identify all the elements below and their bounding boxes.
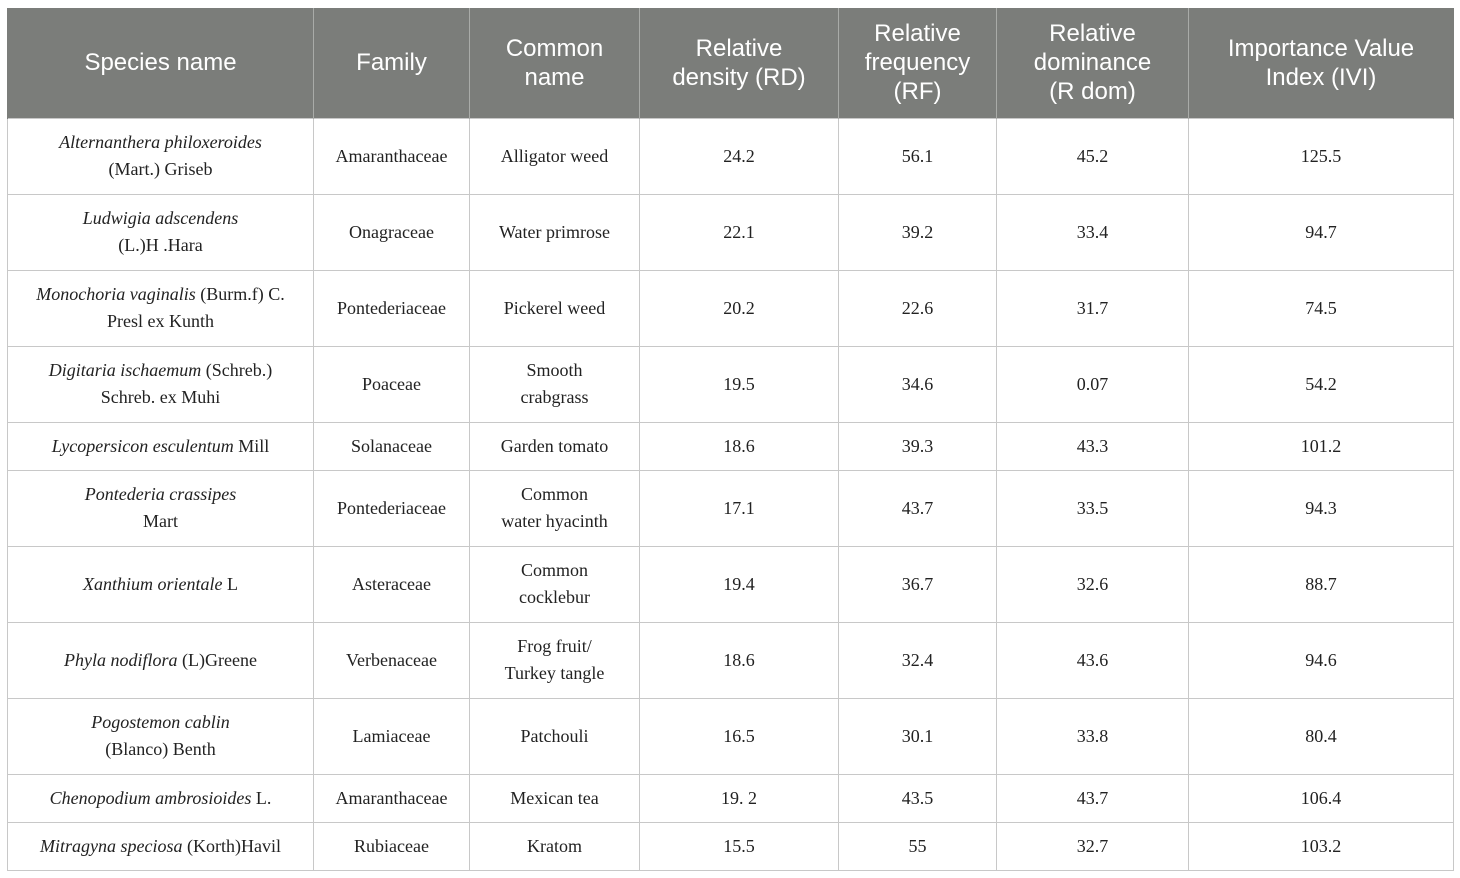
header-species-name: Species name (8, 8, 314, 118)
table-header (8, 8, 1454, 118)
cell-relative-frequency: 39.3 (839, 422, 997, 470)
cell-ivi: 101.2 (1189, 422, 1454, 470)
table-row (8, 822, 1454, 870)
cell-family: Rubiaceae (314, 822, 470, 870)
header-row (8, 8, 1454, 118)
header-importance-value-index: Importance Value Index (IVI) (1189, 8, 1454, 118)
cell-family: Amaranthaceae (314, 774, 470, 822)
cell-relative-density: 20.2 (640, 270, 839, 346)
cell-relative-density: 17.1 (640, 470, 839, 546)
table-body (8, 118, 1454, 870)
table-row (8, 118, 1454, 194)
cell-species-name: Xanthium orientale L (8, 546, 314, 622)
cell-species-name: Alternanthera philoxeroides (Mart.) Griseb (8, 118, 314, 194)
cell-species-name: Lycopersicon esculentum Mill (8, 422, 314, 470)
table-row (8, 194, 1454, 270)
cell-relative-density: 19. 2 (640, 774, 839, 822)
cell-relative-dominance: 43.6 (997, 622, 1189, 698)
cell-relative-dominance: 32.7 (997, 822, 1189, 870)
cell-relative-density: 18.6 (640, 422, 839, 470)
cell-family: Pontederiaceae (314, 470, 470, 546)
cell-relative-frequency: 43.7 (839, 470, 997, 546)
cell-relative-dominance: 33.4 (997, 194, 1189, 270)
cell-relative-frequency: 55 (839, 822, 997, 870)
table-row (8, 470, 1454, 546)
cell-relative-frequency: 22.6 (839, 270, 997, 346)
cell-relative-dominance: 31.7 (997, 270, 1189, 346)
cell-relative-density: 22.1 (640, 194, 839, 270)
cell-ivi: 94.7 (1189, 194, 1454, 270)
header-relative-frequency: Relative frequency (RF) (839, 8, 997, 118)
cell-common-name: Common water hyacinth (470, 470, 640, 546)
cell-relative-frequency: 43.5 (839, 774, 997, 822)
cell-species-name: Mitragyna speciosa (Korth)Havil (8, 822, 314, 870)
cell-relative-dominance: 43.3 (997, 422, 1189, 470)
cell-ivi: 103.2 (1189, 822, 1454, 870)
table-row (8, 774, 1454, 822)
cell-species-name: Digitaria ischaemum (Schreb.) Schreb. ex Muhi (8, 346, 314, 422)
cell-relative-frequency: 39.2 (839, 194, 997, 270)
header-family: Family (314, 8, 470, 118)
cell-relative-dominance: 33.8 (997, 698, 1189, 774)
cell-common-name: Alligator weed (470, 118, 640, 194)
cell-ivi: 94.3 (1189, 470, 1454, 546)
cell-relative-density: 16.5 (640, 698, 839, 774)
cell-ivi: 125.5 (1189, 118, 1454, 194)
cell-family: Amaranthaceae (314, 118, 470, 194)
cell-relative-dominance: 33.5 (997, 470, 1189, 546)
cell-relative-dominance: 32.6 (997, 546, 1189, 622)
cell-family: Verbenaceae (314, 622, 470, 698)
header-relative-density: Relative density (RD) (640, 8, 839, 118)
cell-species-name: Ludwigia adscendens (L.)H .Hara (8, 194, 314, 270)
cell-ivi: 80.4 (1189, 698, 1454, 774)
cell-relative-density: 19.4 (640, 546, 839, 622)
cell-family: Lamiaceae (314, 698, 470, 774)
cell-species-name: Pogostemon cablin (Blanco) Benth (8, 698, 314, 774)
species-table-container (7, 8, 1453, 871)
cell-ivi: 54.2 (1189, 346, 1454, 422)
cell-common-name: Patchouli (470, 698, 640, 774)
cell-family: Pontederiaceae (314, 270, 470, 346)
cell-species-name: Chenopodium ambrosioides L. (8, 774, 314, 822)
cell-relative-frequency: 36.7 (839, 546, 997, 622)
cell-relative-density: 15.5 (640, 822, 839, 870)
cell-common-name: Pickerel weed (470, 270, 640, 346)
cell-family: Solanaceae (314, 422, 470, 470)
cell-relative-dominance: 0.07 (997, 346, 1189, 422)
cell-relative-dominance: 43.7 (997, 774, 1189, 822)
table-row (8, 698, 1454, 774)
cell-species-name: Pontederia crassipes Mart (8, 470, 314, 546)
cell-ivi: 94.6 (1189, 622, 1454, 698)
cell-family: Poaceae (314, 346, 470, 422)
cell-relative-frequency: 56.1 (839, 118, 997, 194)
cell-common-name: Kratom (470, 822, 640, 870)
table-row (8, 546, 1454, 622)
table-row (8, 422, 1454, 470)
cell-common-name: Common cocklebur (470, 546, 640, 622)
cell-ivi: 88.7 (1189, 546, 1454, 622)
table-row (8, 622, 1454, 698)
cell-relative-dominance: 45.2 (997, 118, 1189, 194)
species-table (7, 8, 1454, 871)
header-relative-dominance: Relative dominance (R dom) (997, 8, 1189, 118)
table-row (8, 346, 1454, 422)
table-row (8, 270, 1454, 346)
cell-family: Asteraceae (314, 546, 470, 622)
cell-common-name: Mexican tea (470, 774, 640, 822)
cell-family: Onagraceae (314, 194, 470, 270)
cell-common-name: Frog fruit/ Turkey tangle (470, 622, 640, 698)
cell-ivi: 74.5 (1189, 270, 1454, 346)
cell-relative-density: 18.6 (640, 622, 839, 698)
cell-common-name: Water primrose (470, 194, 640, 270)
cell-relative-frequency: 32.4 (839, 622, 997, 698)
cell-relative-density: 24.2 (640, 118, 839, 194)
cell-species-name: Monochoria vaginalis (Burm.f) C. Presl ex Kunth (8, 270, 314, 346)
cell-species-name: Phyla nodiflora (L)Greene (8, 622, 314, 698)
header-common-name: Common name (470, 8, 640, 118)
cell-common-name: Smooth crabgrass (470, 346, 640, 422)
cell-relative-density: 19.5 (640, 346, 839, 422)
cell-relative-frequency: 34.6 (839, 346, 997, 422)
cell-ivi: 106.4 (1189, 774, 1454, 822)
cell-relative-frequency: 30.1 (839, 698, 997, 774)
cell-common-name: Garden tomato (470, 422, 640, 470)
